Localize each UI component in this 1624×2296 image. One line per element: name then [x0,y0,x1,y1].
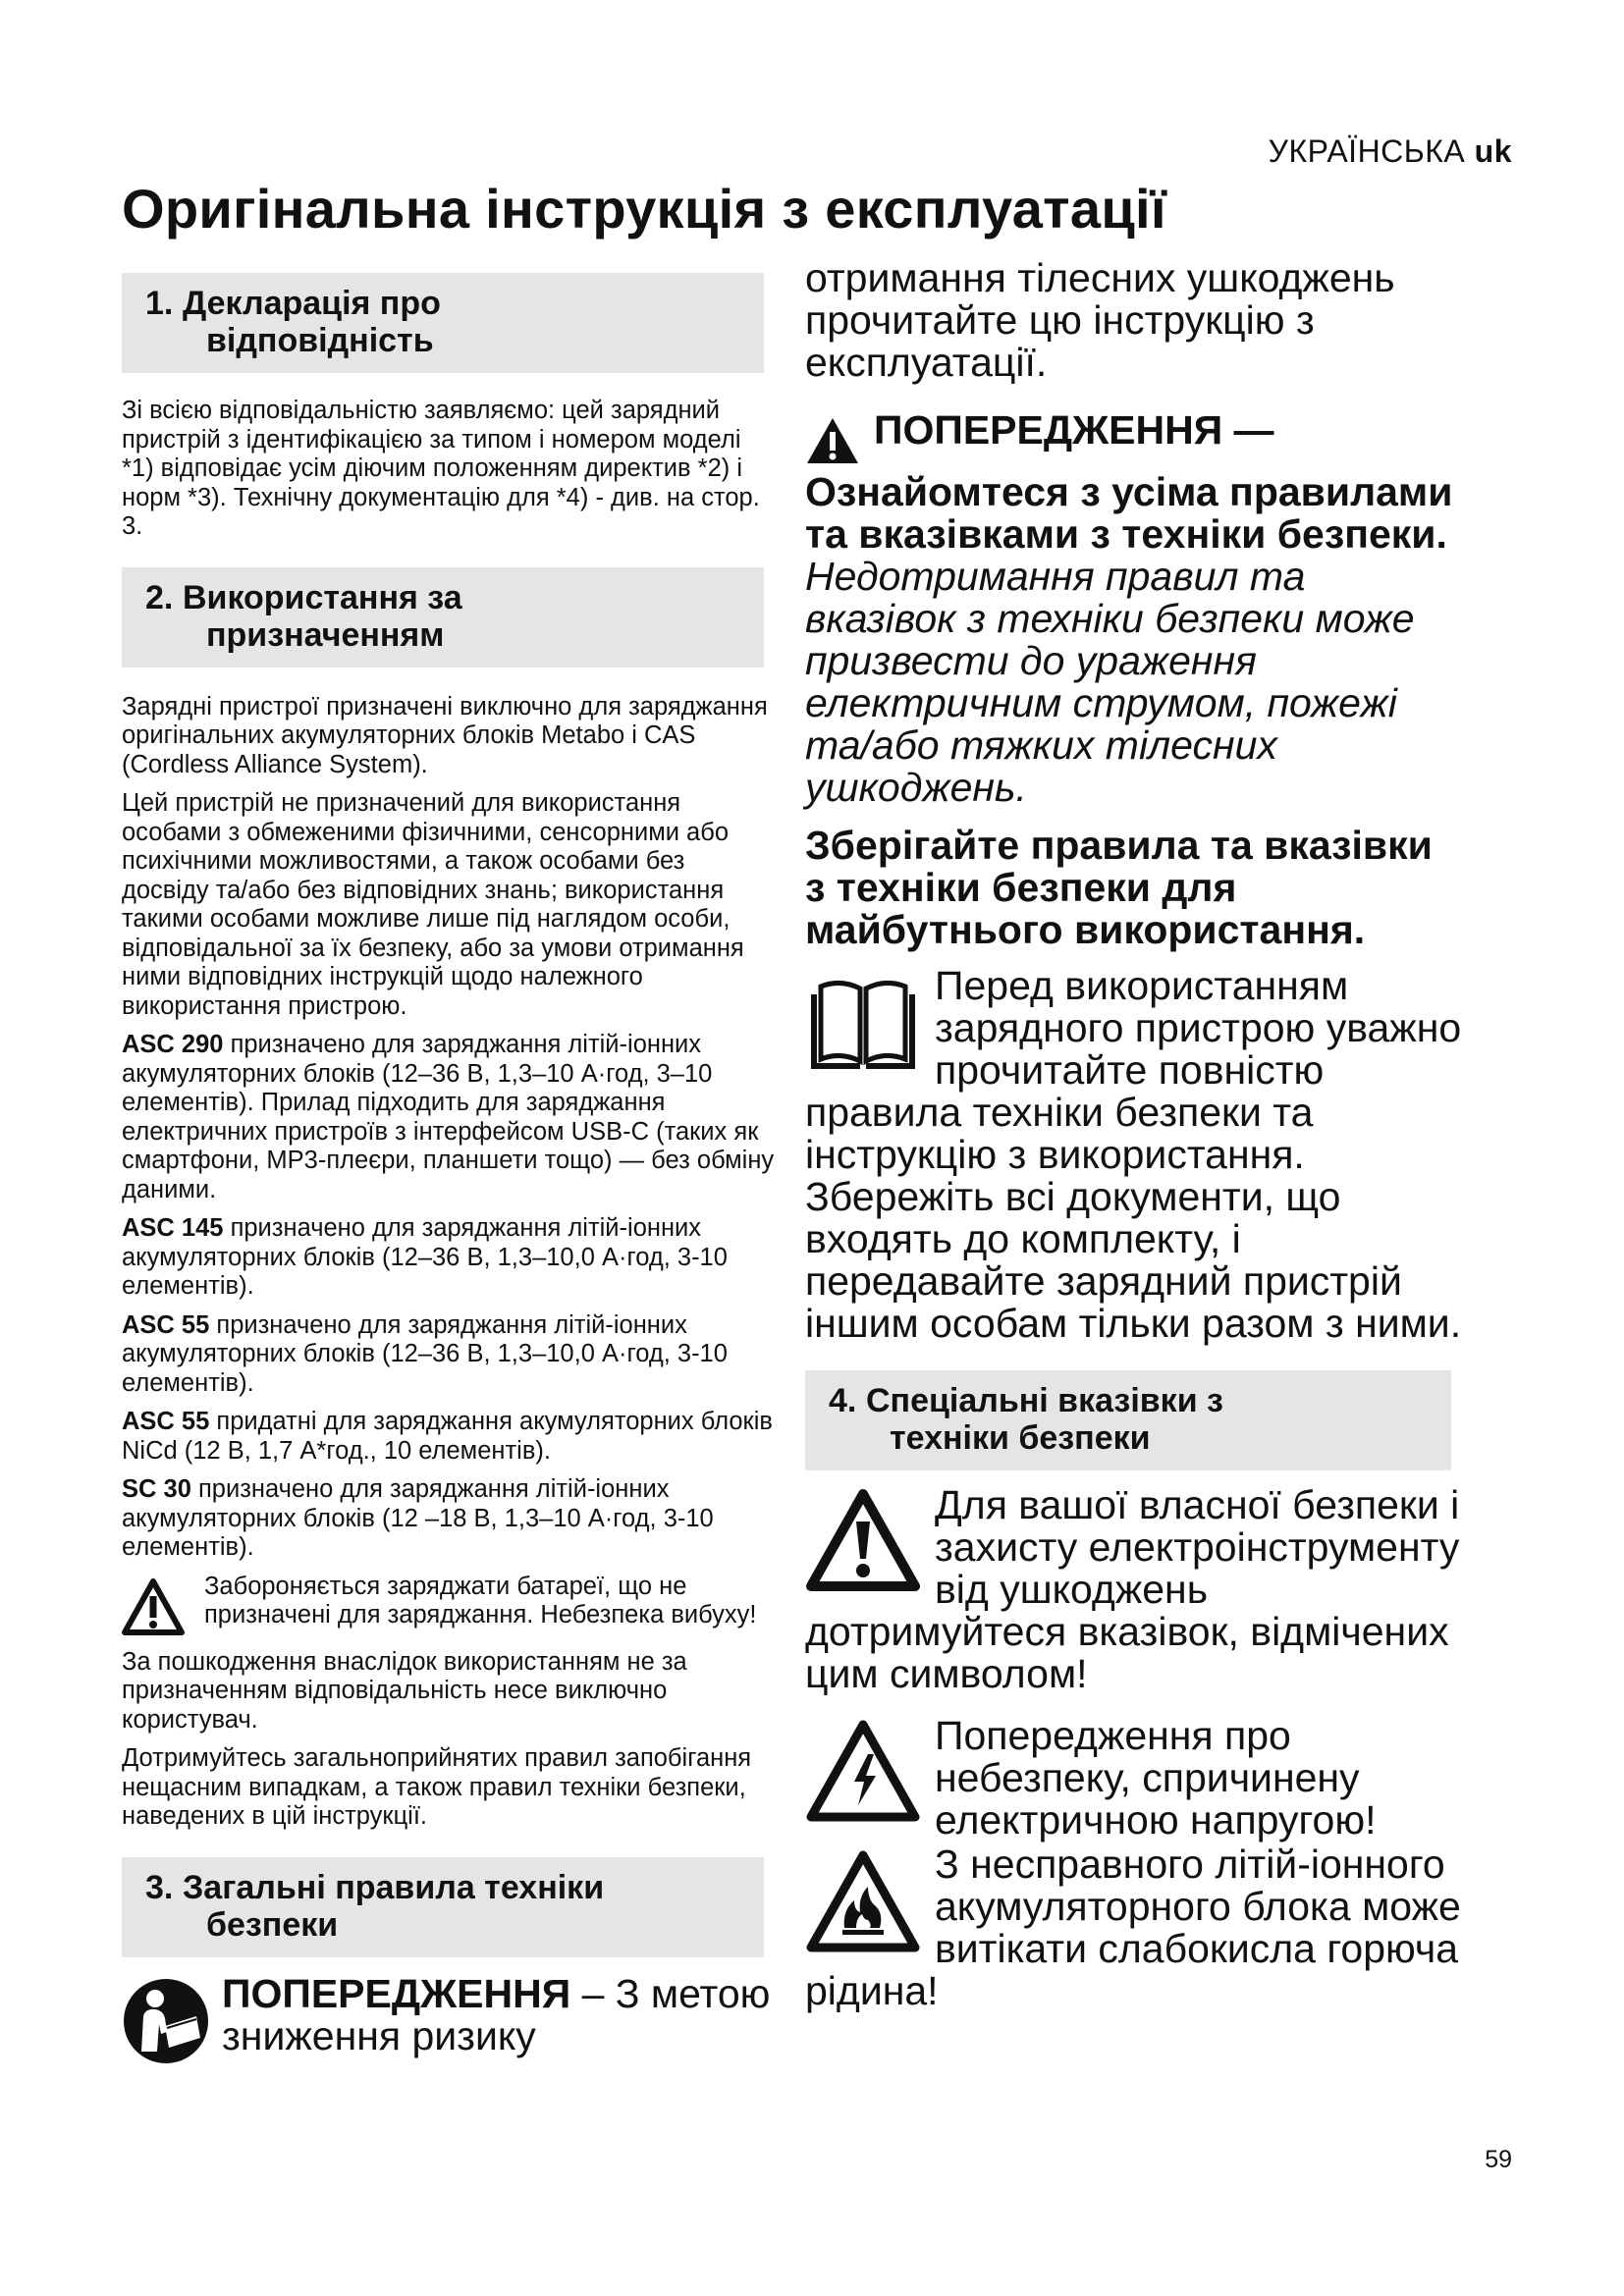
model-paragraph [122,1214,778,1302]
flammable-hazard-icon [805,1849,921,1958]
section-1-title-line1: Декларація про [183,285,441,322]
warning2-italic-text: Недотримання правил та вказівок з техніки безпеки може призвести до ураження електричним струмом, пожежі та/або тяжких тілесних ушкоджень. [805,554,1415,810]
right-column [805,257,1463,2012]
electric-warning-notice [805,1715,1463,1842]
electric-hazard-icon [805,1719,921,1828]
keep-instructions-text: Зберігайте правила та вказівки з техніки безпеки для майбутнього використання. [805,823,1433,952]
section-1-heading [122,273,764,373]
section-2-p1: Зарядні пристрої призначені виключно для заряджання оригінальних акумуляторних блоків Metabo і CAS (Cordless Alliance System). [122,692,768,778]
battery-warning-text: Забороняється заряджати батареї, що не призначені для заряджання. Небезпека вибуху! [204,1572,757,1629]
section-1-text: Зі всією відповідальністю заявляємо: цей зарядний пристрій з ідентифікацією за типом і номером моделі *1) відповідає усім діючим положенням директив *2) і норм *3). Технічну документацію для *4) - див. на стор. 3. [122,397,760,540]
model-name: ASC 290 [122,1031,224,1058]
page-number: 59 [1485,2146,1512,2173]
section-2-number: 2. [145,578,174,616]
flammable-warning-text: З несправного літій-іонного акумуляторного блока може витікати слабокисла горюча рідина! [805,1842,1461,2013]
book-notice-text: Перед використанням зарядного пристрою уважно прочитайте повністю правила техніки безпеки та інструкцію з використання. Збережіть всі документи, що входять до комплекту, і передавайте зарядний пристрій іншим особам тільки разом з ними. [805,963,1462,1346]
model-name: ASC 55 [122,1408,210,1435]
warning-triangle-icon [805,1488,921,1597]
section-2-title-line2: призначенням [206,615,445,654]
section-2-p3: За пошкодження внаслідок використанням не за призначенням відповідальність несе виключно користувач. [122,1647,687,1734]
model-name: ASC 145 [122,1214,224,1242]
warning-label: ПОПЕРЕДЖЕННЯ [222,1970,571,2016]
language-label [1269,133,1512,170]
general-warning-text: Для вашої власної безпеки і захисту електроінструменту від ушкоджень дотримуйтеся вказівок, відмічених цим символом! [805,1482,1460,1696]
section-4-title-line2: техніки безпеки [890,1419,1151,1457]
model-name: SC 30 [122,1475,191,1503]
safety-rules-warning [805,409,1463,809]
language-code: uk [1474,133,1512,169]
general-warning-notice [805,1484,1463,1695]
model-text: призначено для заряджання літій-іонних акумуляторних блоків (12 –18 В, 1,3–10 А·год, 3-10 елементів). [122,1475,714,1561]
book-icon [805,973,921,1080]
electric-warning-text: Попередження про небезпеку, спричинену електричною напругою! [935,1713,1377,1842]
model-paragraph [122,1311,778,1399]
read-manual-icon [122,1977,210,2070]
model-paragraph [122,1031,778,1204]
section-2-heading [122,567,764,667]
section-3-number: 3. [145,1868,174,1906]
model-text: призначено для заряджання літій-іонних акумуляторних блоків (12–36 В, 1,3–10 А·год, 3–10 елементів). Прилад підходить для заряджання електричних пристроїв з інтерфейсом USB-C (таких як смартфони, MP3-плеєри, планшети тощо) — без обміну даними. [122,1031,775,1203]
read-manual-text [222,1970,778,2058]
section-2-p4: Дотримуйтесь загальноприйнятих правил запобігання нещасним випадкам, а також правил техніки безпеки, наведених в цій інструкції. [122,1744,752,1830]
model-text: призначено для заряджання літій-іонних акумуляторних блоків (12–36 В, 1,3–10,0 А·год, 3-10 елементів). [122,1214,728,1300]
left-column [122,273,778,2070]
model-paragraph [122,1408,778,1466]
warning-text-right: отримання тілесних ушкоджень прочитайте цю інструкцію з експлуатації. [805,255,1395,385]
section-1-number: 1. [145,285,174,322]
model-text: придатні для заряджання акумуляторних блоків NiCd (12 В, 1,7 А*год., 10 елементів). [122,1408,773,1465]
read-book-notice [805,965,1463,1345]
model-name: ASC 55 [122,1310,210,1339]
model-paragraph [122,1475,778,1563]
section-2-title-line1: Використання за [183,578,462,616]
warning-text-left: – З метою зниження ризику [222,1970,771,2058]
section-3-title-line2: безпеки [206,1905,339,1944]
section-4-heading [805,1370,1451,1470]
warning2-bold-text: Ознайомтеся з усіма правилами та вказівками з техніки безпеки. [805,469,1453,557]
section-1-title-line2: відповідність [206,322,434,359]
section-3-title-line1: Загальні правила техніки [183,1868,605,1906]
language-name: УКРАЇНСЬКА [1268,133,1466,169]
section-4-title-line1: Спеціальні вказівки з [866,1382,1223,1419]
battery-warning [122,1573,778,1640]
section-3-heading [122,1857,764,1957]
page-title: Оригінальна інструкція з експлуатації [122,178,1166,240]
section-4-number: 4. [829,1382,857,1419]
flammable-warning-notice [805,1843,1463,2012]
section-2-p2: Цей пристрій не призначений для використання особами з обмеженими фізичними, сенсорними або психічними можливостями, а також особами без досвіду та/або без відповідних знань; використання такими особами можливе лише під наглядом особи, відповідальної за їх безпеку, або за умови отримання ними відповідних інструкцій щодо належного використання пристрою. [122,789,744,1020]
warning-triangle-icon [805,415,860,471]
read-manual-warning [122,1970,778,2070]
warning2-label: ПОПЕРЕДЖЕННЯ — [874,407,1274,453]
model-text: призначено для заряджання літій-іонних акумуляторних блоків (12–36 В, 1,3–10,0 А·год, 3-10 елементів). [122,1310,728,1397]
warning-triangle-icon [122,1578,185,1640]
